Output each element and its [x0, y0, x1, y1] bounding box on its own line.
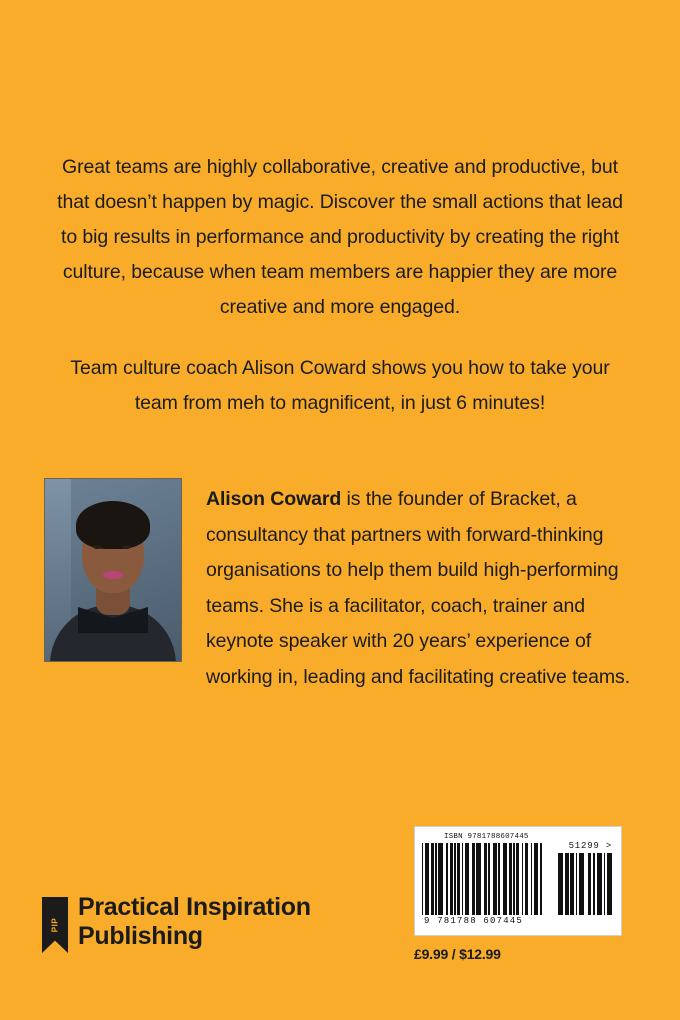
price-label: £9.99 / $12.99 — [414, 946, 501, 962]
barcode-area — [414, 826, 624, 962]
author-photo — [44, 478, 182, 662]
author-section — [44, 478, 634, 695]
barcode-bars-addon — [558, 853, 614, 915]
publisher-flag-icon — [42, 897, 68, 953]
barcode-bars-row — [422, 843, 614, 915]
publisher-name-line-1: Practical Inspiration — [78, 893, 311, 921]
publisher-name — [78, 893, 311, 951]
barcode-bars-main — [422, 843, 544, 915]
author-bio — [206, 478, 634, 695]
portrait-hair — [76, 501, 150, 549]
author-name: Alison Coward — [206, 488, 342, 510]
blurb-paragraph-1: Great teams are highly collaborative, creative and productive, but that doesn’t happen by magic. Discover the small actions that lead to big results in performance and productivity by creating the right culture, because when team members are happier they are more creative and more engaged. — [57, 156, 623, 318]
blurb-section — [52, 150, 628, 421]
blurb-paragraph-2: Team culture coach Alison Coward shows you how to take your team from meh to magnificent, in just 6 minutes! — [70, 357, 610, 414]
barcode-box — [414, 826, 622, 936]
publisher-mark-text: PIP — [50, 917, 60, 933]
publisher-name-line-2: Publishing — [78, 922, 203, 950]
portrait-eye-right — [122, 545, 131, 549]
publisher-logo — [42, 893, 311, 953]
barcode-addon-digits: 51299 > — [568, 841, 612, 851]
portrait-lips — [103, 571, 123, 579]
author-bio-text: is the founder of Bracket, a consultancy that partners with forward-thinking organisations to help them build high-performing teams. She is a facilitator, coach, trainer and keynote speaker with 20 years’ experience of working in, leading and facilitating creative teams. — [206, 488, 631, 688]
isbn-label: ISBN 9781788607445 — [444, 833, 529, 841]
portrait-eye-left — [93, 545, 102, 549]
barcode-ean-digits: 9 781788 607445 — [424, 916, 524, 926]
